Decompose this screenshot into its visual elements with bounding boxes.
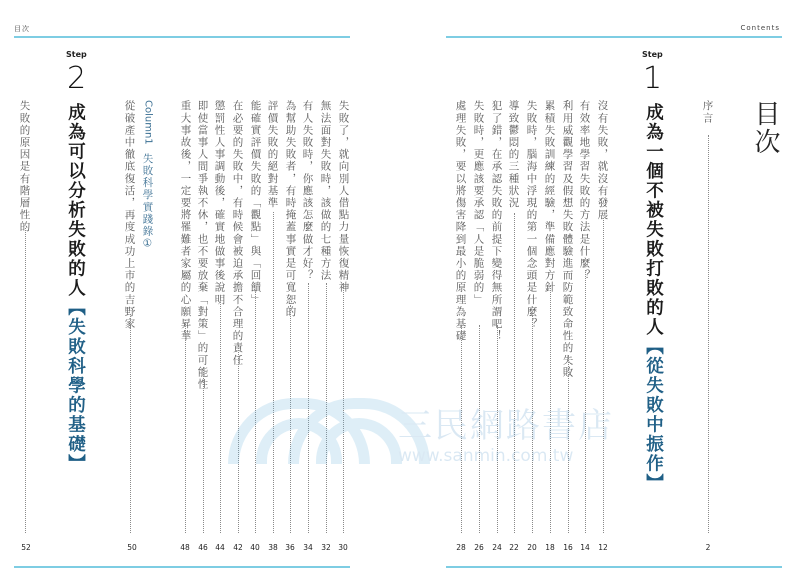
toc-entry[interactable]: 導致鬱悶的三種狀況 — [507, 100, 520, 209]
page-number: 22 — [509, 543, 519, 552]
toc-entry[interactable]: 在必要的失敗中，有時候會被迫承擔不合理的責任 — [231, 100, 244, 367]
page-number: 32 — [321, 543, 331, 552]
leader-dots — [203, 367, 204, 533]
leader-dots — [255, 290, 256, 533]
watermark-url: www.sanmin.com.tw — [398, 446, 574, 466]
leader-dots — [603, 218, 604, 533]
toc-entry[interactable]: 失敗了，就向別人借點力量恢復精神 — [337, 100, 350, 294]
toc-entry[interactable]: 評價失敗的絕對基準 — [266, 100, 279, 209]
bottom-rule-left — [14, 566, 350, 568]
leader-dots — [550, 285, 551, 533]
toc-entry[interactable]: 失敗時，更應該要承認「人是脆弱的」 — [472, 100, 485, 306]
leader-dots — [514, 213, 515, 533]
step-2-heading — [66, 103, 84, 474]
leader-dots — [708, 135, 709, 533]
toc-entry[interactable]: 犯了錯，在承認失敗的前提下變得無所謂吧！ — [490, 100, 503, 342]
top-rule-left — [14, 36, 350, 38]
leader-dots — [185, 320, 186, 533]
toc-entry[interactable]: 懲罰性人事調動後，確實地做事後說明 — [213, 100, 226, 306]
toc-entry[interactable]: 有效率地學習失敗的方法是什麼？ — [578, 100, 591, 282]
page-number: 2 — [705, 543, 711, 552]
toc-entry[interactable]: 沒有失敗，就沒有發展 — [596, 100, 609, 221]
toc-entry[interactable]: 無法面對失敗時，該做的七種方法 — [319, 100, 332, 282]
step-1-title: 成為一個不被失敗打敗的人 — [643, 103, 664, 337]
page-number: 36 — [285, 543, 295, 552]
leader-dots — [130, 314, 131, 533]
bottom-rule-right — [446, 566, 782, 568]
leader-dots — [343, 283, 344, 533]
page-number: 20 — [527, 543, 537, 552]
column-number: Column1 — [142, 100, 154, 145]
toc-entry[interactable]: 為幫助失敗者，有時掩蓋事實是可寬恕的 — [284, 100, 297, 318]
toc-entry[interactable]: 利用威觀學習及假想失敗體驗進而防範致命性的失敗 — [561, 100, 574, 379]
page-number: 24 — [492, 543, 502, 552]
leader-dots — [497, 325, 498, 533]
step-2-label: Step — [66, 50, 87, 59]
top-rule-right — [446, 36, 782, 38]
leader-dots — [585, 270, 586, 533]
page-number: 12 — [598, 543, 608, 552]
leader-dots — [568, 355, 569, 533]
page-number: 14 — [580, 543, 590, 552]
page-number: 52 — [21, 543, 31, 552]
toc-entry[interactable]: 處理失敗，要以將傷害降到最小的原理為基礎 — [454, 100, 467, 342]
right-page — [400, 0, 800, 583]
page-number: 42 — [233, 543, 243, 552]
leader-dots — [308, 283, 309, 533]
page-number: 48 — [180, 543, 190, 552]
toc-entry-preface[interactable]: 序言 — [701, 100, 714, 125]
toc-entry[interactable]: 失敗的原因是有階層性的 — [18, 100, 31, 234]
page-number: 16 — [563, 543, 573, 552]
leader-dots — [220, 296, 221, 533]
step-1-subtitle: 【從失敗中振作】 — [643, 337, 664, 493]
toc-entry[interactable]: 能確實評價失敗的「觀點」與「回饋」 — [249, 100, 262, 306]
toc-entry[interactable]: 累積失敗訓練的經驗，準備應對方針 — [543, 100, 556, 294]
step-2-title: 成為可以分析失敗的人 — [65, 103, 86, 298]
step-1-label: Step — [642, 50, 663, 59]
page-number: 18 — [545, 543, 555, 552]
watermark-text: 三民網路書店 — [398, 406, 614, 446]
step-2-number: 2 — [67, 61, 87, 96]
leader-dots — [25, 228, 26, 533]
step-1-number: 1 — [643, 61, 663, 96]
page-number: 50 — [127, 543, 137, 552]
toc-entry-column[interactable]: 從破產中徹底復活，再度成功上市的吉野家 — [123, 100, 136, 330]
page-number: 44 — [215, 543, 225, 552]
leader-dots — [290, 305, 291, 533]
step-1-heading — [644, 103, 662, 493]
leader-dots — [326, 283, 327, 533]
running-head-left: 目次 — [14, 25, 30, 33]
column-label — [142, 100, 153, 251]
toc-entry[interactable]: 有人失敗時，你應該怎麼做才好？ — [301, 100, 314, 282]
page-number: 40 — [250, 543, 260, 552]
page-number: 46 — [198, 543, 208, 552]
leader-dots — [461, 325, 462, 533]
leader-dots — [479, 325, 480, 533]
step-2-subtitle: 【失敗科學的基礎】 — [65, 298, 86, 474]
leader-dots — [532, 315, 533, 533]
toc-title: 目次 — [750, 100, 780, 156]
running-head-right: Contents — [740, 24, 780, 32]
leader-dots — [238, 345, 239, 533]
leader-dots — [273, 212, 274, 533]
toc-entry[interactable]: 失敗時，腦海中浮現的第一個念頭是什麼？ — [525, 100, 538, 330]
toc-entry[interactable]: 即使當事人間爭執不休，也不要放棄「對策」的可能性 — [196, 100, 209, 391]
page-number: 38 — [268, 543, 278, 552]
page-number: 34 — [303, 543, 313, 552]
page-number: 28 — [456, 543, 466, 552]
column-title: 失敗科學實踐錄① — [141, 152, 154, 251]
page-number: 26 — [474, 543, 484, 552]
page-number: 30 — [338, 543, 348, 552]
toc-entry[interactable]: 重大事故後，一定要將罹難者家屬的心願昇華 — [179, 100, 192, 342]
